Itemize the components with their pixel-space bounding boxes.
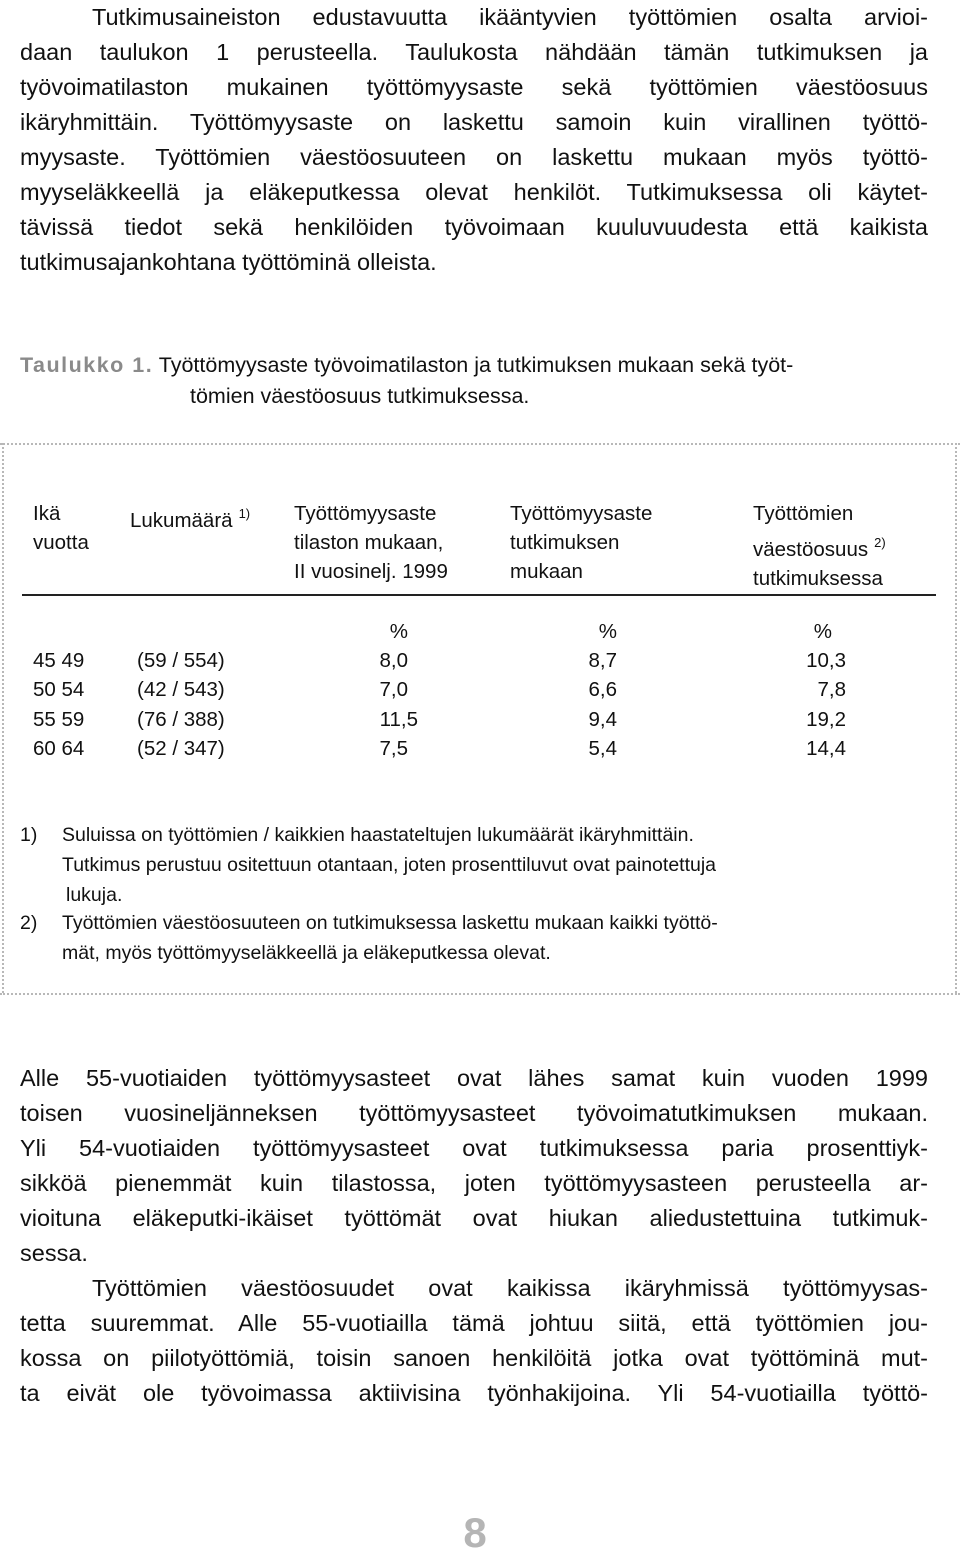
intro-line: daan taulukon 1 perusteella. Taulukosta nähdään tämän tutkimuksen ja (20, 39, 928, 65)
footnote-marker: 1) (20, 824, 38, 846)
cell-count: (59 / 554) (137, 649, 225, 672)
footnote-ref-2: 2) (874, 535, 886, 550)
body-line: tetta suuremmat. Alle 55-vuotiailla tämä johtuu siitä, että työttömien jou- (20, 1310, 928, 1336)
footnote-2 (20, 908, 718, 968)
caption-label: Taulukko 1. (20, 353, 154, 377)
footnote-marker: 2) (20, 912, 38, 934)
cell-share: 7,8 (817, 678, 846, 701)
body-line: kossa on piilotyöttömiä, toisin sanoen henkilöitä jotka ovat työttöminä mut- (20, 1345, 928, 1371)
cell-study: 6,6 (588, 678, 617, 701)
header-official-line: II vuosinelj. 1999 (294, 560, 448, 583)
footnote-ref-1: 1) (238, 506, 251, 521)
cell-share: 19,2 (806, 708, 846, 731)
header-study-line: mukaan (510, 560, 583, 583)
body-line: sikköä pienemmät kuin tilastossa, joten työttömyysasteen perusteella ar- (20, 1170, 928, 1196)
cell-age: 60 64 (33, 737, 85, 760)
cell-official: 11,5 (379, 708, 418, 731)
header-population-share (753, 499, 886, 593)
body-line: sessa. (20, 1240, 88, 1266)
header-share-line: väestöosuus (753, 538, 869, 561)
cell-count: (42 / 543) (137, 678, 225, 701)
footnote-line: mät, myös työttömyyseläkkeellä ja eläkeputkessa olevat. (62, 942, 551, 964)
intro-line: työvoimatilaston mukainen työttömyysaste sekä työttömien väestöosuus (20, 74, 928, 100)
footnote-1 (20, 820, 716, 910)
cell-count: (76 / 388) (137, 708, 225, 731)
intro-line: tutkimusajankohtana työttöminä olleista. (20, 249, 437, 275)
header-age (33, 499, 89, 557)
body-line: vioituna eläkeputki-ikäiset työttömät ovat hiukan aliedustettuina tutkimuk- (20, 1205, 928, 1231)
header-age-line: vuotta (33, 531, 89, 554)
footnote-line: lukuja. (66, 884, 123, 906)
header-count-line: Lukumäärä (130, 509, 233, 532)
cell-count: (52 / 347) (137, 737, 225, 760)
body-line: Työttömien väestöosuudet ovat kaikissa ikäryhmissä työttömyysas- (92, 1275, 928, 1301)
cell-study: 8,7 (588, 649, 617, 672)
header-study-line: tutkimuksen (510, 531, 620, 554)
cell-official: 7,5 (379, 737, 408, 760)
intro-paragraph (20, 0, 928, 280)
intro-line: myysaste. Työttömien väestöosuuteen on laskettu mukaan myös työttö- (20, 144, 928, 170)
footnote-line: Työttömien väestöosuuteen on tutkimuksessa laskettu mukaan kaikki työttö- (62, 912, 718, 934)
header-study-rate (510, 499, 652, 586)
footnote-line: Tutkimus perustuu ositettuun otantaan, joten prosenttiluvut ovat painotettuja (62, 854, 717, 876)
table-box-bottom-border (0, 993, 960, 995)
table-box-right-border (955, 443, 957, 993)
header-official-line: Työttömyysaste (294, 502, 437, 525)
footnote-line: Suluissa on työttömien / kaikkien haastateltujen lukumäärät ikäryhmittäin. (62, 824, 694, 846)
unit-official: % (389, 620, 408, 643)
body-line: ta eivät ole työvoimassa aktiivisina työnhakijoina. Yli 54-vuotiailla työttö- (20, 1380, 928, 1406)
intro-line: ikäryhmittäin. Työttömyysaste on laskettu samoin kuin virallinen työttö- (20, 109, 928, 135)
caption-text-continued: tömien väestöosuus tutkimuksessa. (190, 384, 530, 408)
header-official-line: tilaston mukaan, (294, 531, 444, 554)
body-line: toisen vuosineljänneksen työttömyysasteet työvoimatutkimuksen mukaan. (20, 1100, 928, 1126)
cell-official: 7,0 (379, 678, 408, 701)
intro-line: myyseläkkeellä ja eläkeputkessa olevat henkilöt. Tutkimuksessa oli käytet- (20, 179, 928, 205)
header-share-line: tutkimuksessa (753, 567, 883, 590)
caption-text: Työttömyysaste työvoimatilaston ja tutkimuksen mukaan sekä työt- (158, 353, 794, 377)
header-age-line: Ikä (33, 502, 61, 525)
body-line: Yli 54-vuotiaiden työttömyysasteet ovat tutkimuksessa paria prosenttiyk- (20, 1135, 928, 1161)
unit-study: % (598, 620, 617, 643)
body-paragraphs (20, 1061, 928, 1411)
page-number: 8 (463, 1509, 487, 1556)
unit-share: % (813, 620, 832, 643)
header-official-rate (294, 499, 448, 586)
body-line: Alle 55-vuotiaiden työttömyysasteet ovat lähes samat kuin vuoden 1999 (20, 1065, 928, 1091)
table-box-left-border (2, 443, 4, 993)
table-box-top-border (0, 443, 960, 445)
header-share-line: Työttömien (753, 502, 854, 525)
intro-line: tävissä tiedot sekä henkilöiden työvoimaan kuuluvuudesta että kaikista (20, 214, 928, 240)
header-study-line: Työttömyysaste (510, 502, 653, 525)
cell-share: 14,4 (806, 737, 846, 760)
table-header-rule (22, 594, 936, 596)
cell-age: 45 49 (33, 649, 85, 672)
cell-official: 8,0 (379, 649, 408, 672)
cell-age: 55 59 (33, 708, 85, 731)
cell-age: 50 54 (33, 678, 85, 701)
cell-study: 9,4 (588, 708, 617, 731)
cell-study: 5,4 (588, 737, 617, 760)
header-count (130, 499, 250, 535)
table-caption (20, 350, 940, 412)
intro-line: Tutkimusaineiston edustavuutta ikääntyvien työttömien osalta arvioi- (92, 4, 928, 30)
cell-share: 10,3 (806, 649, 846, 672)
